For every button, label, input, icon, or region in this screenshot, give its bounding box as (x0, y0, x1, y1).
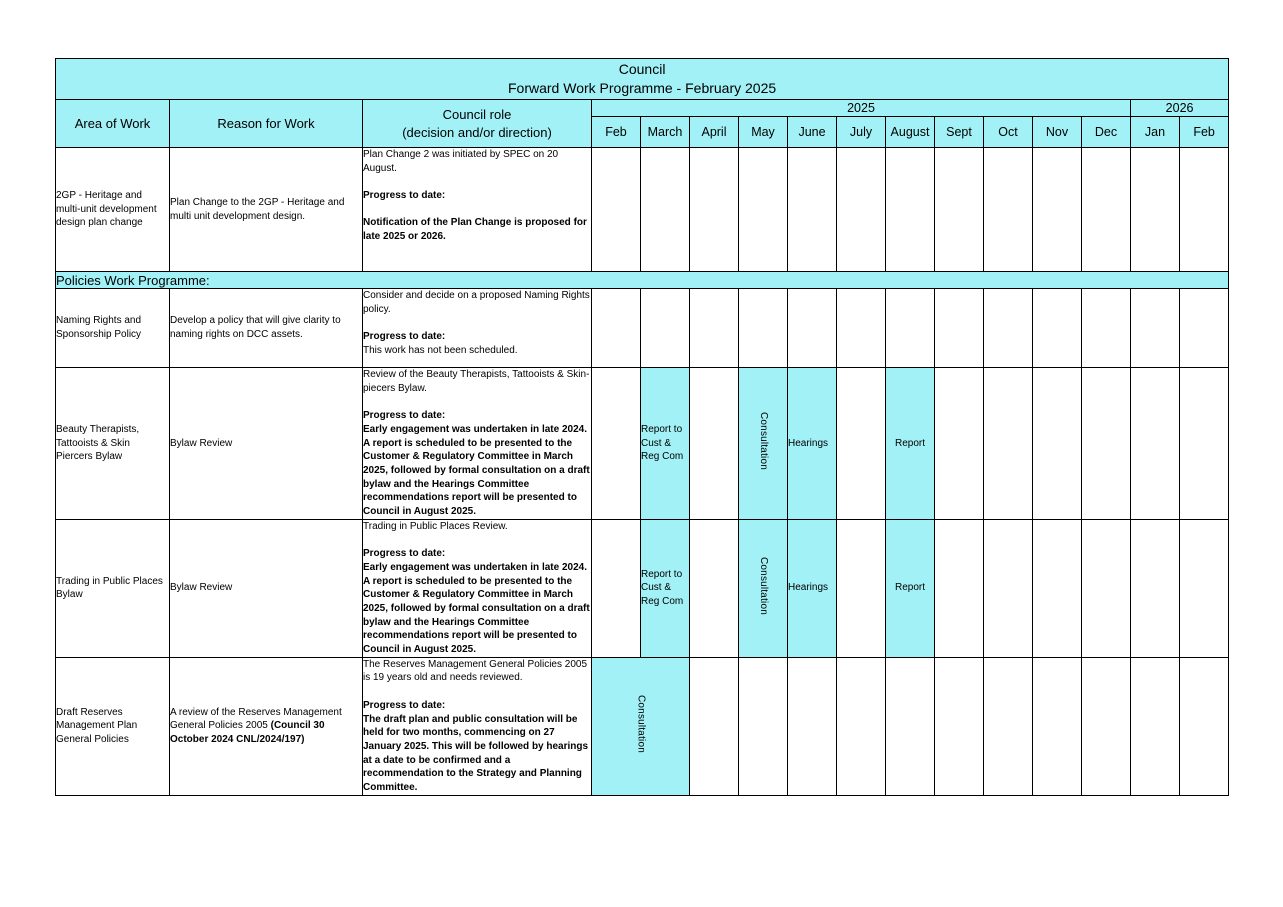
forward-work-programme-table (55, 58, 1229, 796)
progress-label: Progress to date: (363, 548, 446, 560)
progress-text: Early engagement was undertaken in late 2024. A report is scheduled to be presented to the Customer & Regulatory Committee in March 2025, followed by formal consultation on a draft bylaw and the Hearings Committee recommendations report will be presented to Council in August 2025. (363, 423, 590, 518)
milestone-june: Hearings (788, 519, 837, 657)
milestone-august: Report (886, 519, 935, 657)
table-row (56, 148, 1229, 272)
month-may: May (739, 117, 788, 148)
reason-plain: A review of the Reserves Management General Policies 2005 (170, 706, 342, 732)
progress-text: The draft plan and public consultation will be held for two months, commencing on 27 January 2025. This will be followed by hearings at a date to be confirmed and a recommendation to the Strategy and Planning Committee. (363, 713, 589, 794)
council-role-cell (363, 148, 592, 272)
reason-for-work-cell: Plan Change to the 2GP - Heritage and multi unit development design. (170, 148, 363, 272)
header-year-2026: 2026 (1131, 100, 1229, 117)
area-of-work-cell: Trading in Public Places Bylaw (56, 519, 170, 657)
header-council-role (363, 100, 592, 148)
progress-text: Notification of the Plan Change is proposed for late 2025 or 2026. (363, 217, 587, 243)
month-june: June (788, 117, 837, 148)
header-council-role-line-1: Council role (442, 106, 512, 122)
header-year-2025: 2025 (592, 100, 1131, 117)
milestone-june: Hearings (788, 368, 837, 520)
milestone-may (739, 368, 788, 520)
month-feb-2026: Feb (1180, 117, 1229, 148)
reason-for-work-cell (170, 657, 363, 795)
milestone-august: Report (886, 368, 935, 520)
header-council-role-line-2: (decision and/or direction) (402, 124, 552, 140)
title-line-2: Forward Work Programme - February 2025 (508, 80, 777, 96)
progress-label: Progress to date: (363, 699, 446, 711)
council-role-cell (363, 368, 592, 520)
progress-label: Progress to date: (363, 331, 446, 343)
role-intro: The Reserves Management General Policies 2005 is 19 years old and needs reviewed. (363, 658, 588, 684)
area-of-work-cell: Draft Reserves Management Plan General Policies (56, 657, 170, 795)
progress-label: Progress to date: (363, 410, 446, 422)
consultation-label: Consultation (635, 694, 647, 753)
month-feb-2025: Feb (592, 117, 641, 148)
month-dec: Dec (1082, 117, 1131, 148)
reason-for-work-cell: Bylaw Review (170, 368, 363, 520)
table-row (56, 368, 1229, 520)
area-of-work-cell: Beauty Therapists, Tattooists & Skin Piercers Bylaw (56, 368, 170, 520)
role-intro: Plan Change 2 was initiated by SPEC on 20 August. (363, 149, 559, 174)
table-row (56, 657, 1229, 795)
month-march: March (641, 117, 690, 148)
consultation-label: Consultation (757, 412, 769, 470)
milestone-march: Report to Cust & Reg Com (641, 519, 690, 657)
milestone-feb-march-consultation (592, 657, 690, 795)
table-row (56, 289, 1229, 368)
reason-bold-reference: (Council 30 October 2024 CNL/2024/197) (170, 720, 325, 746)
table-row (56, 519, 1229, 657)
council-role-cell (363, 289, 592, 368)
month-april: April (690, 117, 739, 148)
milestone-may (739, 519, 788, 657)
area-of-work-cell: 2GP - Heritage and multi-unit development design plan change (56, 148, 170, 272)
progress-text: This work has not been scheduled. (363, 344, 518, 356)
section-policies-work-programme: Policies Work Programme: (56, 272, 1229, 289)
milestone-march: Report to Cust & Reg Com (641, 368, 690, 520)
council-role-cell (363, 519, 592, 657)
month-nov: Nov (1033, 117, 1082, 148)
month-august: August (886, 117, 935, 148)
role-intro: Review of the Beauty Therapists, Tattooists & Skin-piecers Bylaw. (363, 369, 590, 394)
reason-for-work-cell: Bylaw Review (170, 519, 363, 657)
month-oct: Oct (984, 117, 1033, 148)
table-title (56, 59, 1229, 100)
header-area-of-work: Area of Work (56, 100, 170, 148)
header-reason-for-work: Reason for Work (170, 100, 363, 148)
council-role-cell (363, 657, 592, 795)
area-of-work-cell: Naming Rights and Sponsorship Policy (56, 289, 170, 368)
title-line-1: Council (618, 61, 666, 77)
consultation-label: Consultation (757, 556, 769, 615)
month-july: July (837, 117, 886, 148)
progress-label: Progress to date: (363, 190, 446, 202)
month-jan-2026: Jan (1131, 117, 1180, 148)
role-intro: Consider and decide on a proposed Naming Rights policy. (363, 290, 590, 315)
progress-text: Early engagement was undertaken in late 2024. A report is scheduled to be presented to the Customer & Regulatory Committee in March 2025, followed by formal consultation on a draft bylaw and the Hearings Committee recommendations report will be presented to Council in August 2025. (363, 561, 590, 656)
role-intro: Trading in Public Places Review. (363, 520, 508, 532)
month-sept: Sept (935, 117, 984, 148)
reason-for-work-cell: Develop a policy that will give clarity to naming rights on DCC assets. (170, 289, 363, 368)
